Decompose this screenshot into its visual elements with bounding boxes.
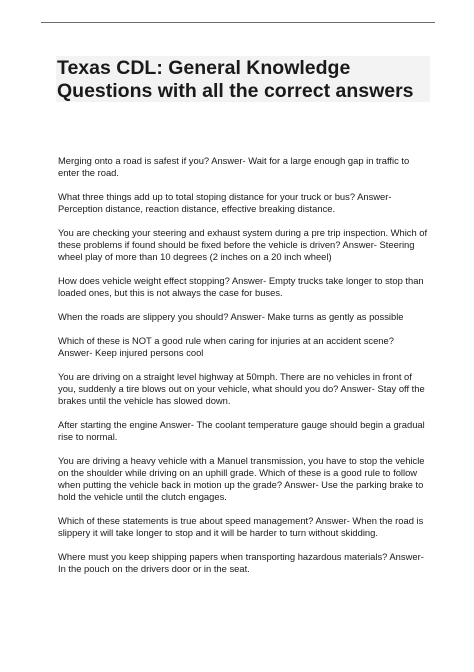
header-divider: [41, 22, 435, 23]
qa-item: Which of these statements is true about speed management? Answer- When the road is slippery it will take longer to stop and it will be harder to turn without skidding.: [58, 515, 424, 538]
qa-item: Merging onto a road is safest if you? Answer- Wait for a large enough gap in traffic to enter the road.: [58, 155, 410, 178]
qa-item: You are checking your steering and exhaust system during a pre trip inspection. Which of these problems if found should be fixed before the vehicle is driven? Answer- Steering wheel play of more than 10 degrees (2 inches on a 20 inch wheel): [58, 227, 428, 262]
qa-item: What three things add up to total stoping distance for your truck or bus? Answer- Perception distance, reaction distance, effective breaking distance.: [58, 191, 392, 214]
qa-item: You are driving on a straight level highway at 50mph. There are no vehicles in front of you, suddenly a tire blows out on your vehicle, what should you do? Answer- Stay off the brakes until the vehicle has slowed down.: [58, 371, 425, 406]
question-answer-list: [58, 155, 428, 587]
qa-item: After starting the engine Answer- The coolant temperature gauge should begin a gradual rise to normal.: [58, 419, 425, 442]
qa-item: How does vehicle weight effect stopping? Answer- Empty trucks take longer to stop than loaded ones, but this is not always the case for buses.: [58, 275, 424, 298]
qa-item: Which of these is NOT a good rule when caring for injuries at an accident scene? Answer- Keep injured persons cool: [58, 335, 394, 358]
qa-item: Where must you keep shipping papers when transporting hazardous materials? Answer- In the pouch on the drivers door or in the seat.: [58, 551, 424, 574]
document-title: Texas CDL: General Knowledge Questions with all the correct answers: [57, 57, 414, 102]
qa-item: When the roads are slippery you should? Answer- Make turns as gently as possible: [58, 311, 404, 322]
qa-item: You are driving a heavy vehicle with a Manuel transmission, you have to stop the vehicle on the shoulder while driving on an uphill grade. Which of these is a good rule to follow when putting the vehicle back in motion up the grade? Answer- Use the parking brake to hold the vehicle until the clutch engages.: [58, 455, 425, 502]
